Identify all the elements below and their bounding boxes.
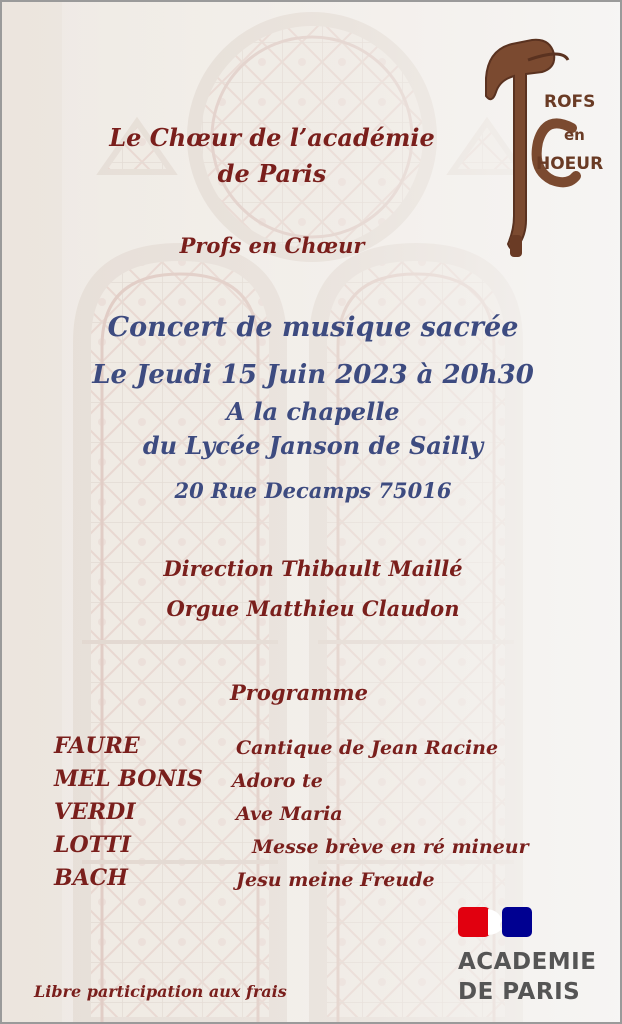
- profs-en-choeur-logo: [472, 30, 602, 260]
- programme-heading: Programme: [230, 680, 369, 705]
- programme-composer: LOTTI: [54, 832, 131, 858]
- academie-de-paris-logo: [456, 907, 616, 1007]
- venue-address: 20 Rue Decamps 75016: [174, 478, 452, 503]
- tuning-fork-logo-icon: [472, 30, 602, 260]
- venue-line2: du Lycée Janson de Sailly: [142, 431, 484, 460]
- marianne-logo-icon: [458, 907, 490, 937]
- choir-name-line1: Le Chœur de l’académie: [109, 123, 435, 152]
- subtitle: Profs en Chœur: [179, 233, 365, 258]
- choir-name-line2: de Paris: [217, 159, 327, 188]
- academie-line2: DE PARIS: [458, 979, 581, 1005]
- venue-line1: A la chapelle: [226, 397, 400, 426]
- programme-work: Cantique de Jean Racine: [236, 737, 499, 759]
- credit-direction: Direction Thibault Maillé: [163, 556, 463, 581]
- credit-organ: Orgue Matthieu Claudon: [166, 596, 460, 621]
- academie-line1: ACADEMIE: [458, 949, 597, 975]
- programme-work: Messe brève en ré mineur: [252, 836, 529, 858]
- programme-composer: BACH: [54, 865, 128, 891]
- programme-work: Jesu meine Freude: [236, 869, 435, 891]
- logo-text-en: en: [564, 126, 585, 144]
- programme-work: Ave Maria: [236, 803, 343, 825]
- logo-text-rofs: ROFS: [544, 92, 596, 112]
- programme-composer: VERDI: [54, 799, 136, 825]
- event-title: Concert de musique sacrée: [107, 312, 519, 343]
- programme-work: Adoro te: [232, 770, 323, 792]
- programme-composer: FAURE: [54, 733, 140, 759]
- programme-composer: MEL BONIS: [54, 766, 203, 792]
- flag-blue-icon: [502, 907, 532, 937]
- logo-text-hoeur: HOEUR: [536, 154, 604, 174]
- footer-note: Libre participation aux frais: [34, 982, 287, 1001]
- event-date: Le Jeudi 15 Juin 2023 à 20h30: [92, 360, 534, 390]
